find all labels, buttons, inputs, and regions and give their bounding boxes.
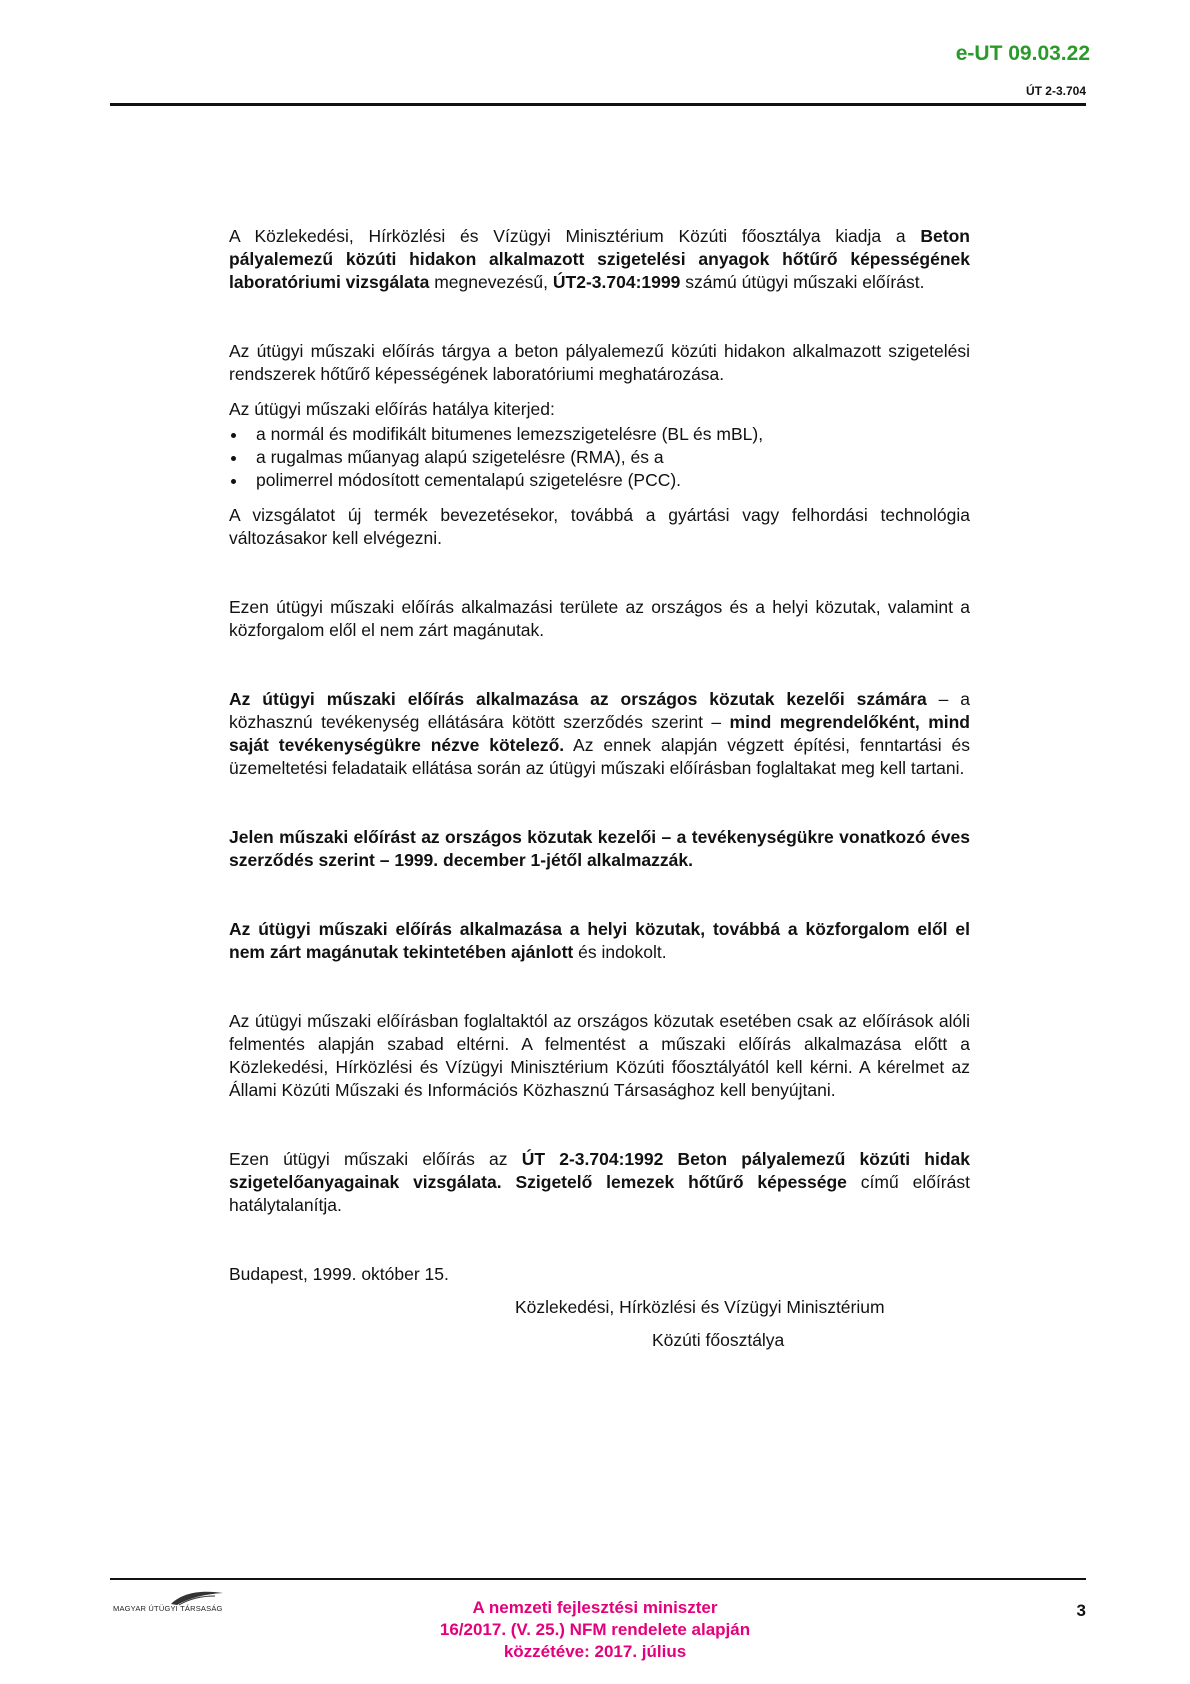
scope-list	[229, 423, 970, 492]
repeal-bold: ÚT 2-3.704:1992 Beton pályalemezű közúti hidak szigetelőanyagainak vizsgálata. Szigetelő lemezek hőtűrő képessége	[229, 1149, 970, 1192]
exemption-paragraph: Az útügyi műszaki előírásban foglaltaktól az országos közutak esetében csak az előírások alóli felmentés alapján szabad eltérni. A felmentést a műszaki előírás alkalmazása előtt a Közlekedési, Hírközlési és Vízügyi Minisztérium Közúti főosztályától kell kérni. A kérelmet az Állami Közúti Műszaki és Információs Közhasznú Társasághoz kell benyújtani.	[229, 1011, 970, 1100]
recommended-text: és indokolt.	[573, 942, 667, 962]
list-item: a rugalmas műanyag alapú szigetelésre (RMA), és a	[229, 446, 970, 469]
area-paragraph: Ezen útügyi műszaki előírás alkalmazási területe az országos és a helyi közutak, valamint a közforgalom elől el nem zárt magánutak.	[229, 597, 970, 640]
intro-paragraph	[229, 225, 970, 294]
footer-publication-note	[395, 1597, 795, 1663]
mandatory-bold-1: Az útügyi műszaki előírás alkalmazása az országos közutak kezelői számára	[229, 689, 927, 709]
intro-text-3: számú útügyi műszaki előírást.	[680, 272, 925, 292]
mandatory-bold-2: mind megrendelőként, mind saját tevékenységükre nézve kötelező.	[229, 712, 970, 755]
logo-text: MAGYAR ÚTÜGYI TÁRSASÁG	[113, 1604, 223, 1613]
recommended-bold: Az útügyi műszaki előírás alkalmazása a helyi közutak, továbbá a közforgalom elől el nem zárt magánutak tekintetében ajánlott	[229, 919, 970, 962]
document-code: e-UT 09.03.22	[955, 42, 1090, 65]
header-divider	[110, 103, 1086, 106]
test-when-paragraph: A vizsgálatot új termék bevezetésekor, továbbá a gyártási vagy felhordási technológia változásakor kell elvégezni.	[229, 505, 970, 548]
scope-intro: Az útügyi műszaki előírás hatálya kiterjed:	[229, 399, 555, 419]
recommended-paragraph	[229, 918, 970, 964]
intro-text-2: megnevezésű,	[429, 272, 553, 292]
intro-title: Beton pályalemezű közúti hidakon alkalmazott szigetelési anyagok hőtűrő képességének laboratóriumi vizsgálata	[229, 226, 970, 292]
document-subcode: ÚT 2-3.704	[1025, 84, 1086, 98]
repeal-paragraph	[229, 1148, 970, 1217]
footer-line-3: közzétéve: 2017. július	[503, 1642, 687, 1661]
place-date: Budapest, 1999. október 15.	[229, 1264, 449, 1284]
mandatory-text-1: – a közhasznú tevékenység ellátására kötött szerződés szerint –	[229, 689, 970, 732]
list-item: polimerrel módosított cementalapú szigetelésre (PCC).	[229, 469, 970, 492]
intro-standard-code: ÚT2-3.704:1999	[552, 272, 681, 292]
effective-paragraph: Jelen műszaki előírást az országos közutak kezelői – a tevékenységükre vonatkozó éves szerződés szerint – 1999. december 1-jétől alkalmazzák.	[229, 827, 970, 870]
mandatory-paragraph	[229, 688, 970, 780]
mandatory-text-2: Az ennek alapján végzett építési, fenntartási és üzemeltetési feladataik ellátása során az útügyi műszaki előírásban foglaltakat meg kell tartani.	[229, 735, 970, 778]
footer-line-1: A nemzeti fejlesztési miniszter	[472, 1598, 718, 1617]
document-body	[229, 225, 970, 1352]
repeal-text-2: című előírást hatálytalanítja.	[229, 1172, 970, 1215]
page-number: 3	[1076, 1601, 1086, 1620]
footer-line-2: 16/2017. (V. 25.) NFM rendelete alapján	[439, 1620, 751, 1639]
signature-line-1: Közlekedési, Hírközlési és Vízügyi Minisztérium	[515, 1297, 885, 1317]
footer-divider	[110, 1578, 1086, 1580]
intro-text-1: A Közlekedési, Hírközlési és Vízügyi Minisztérium Közúti főosztálya kiadja a	[229, 226, 921, 246]
subject-paragraph: Az útügyi műszaki előírás tárgya a beton pályalemezű közúti hidakon alkalmazott szigetelési rendszerek hőtűrő képességének laboratóriumi meghatározása.	[229, 341, 970, 384]
organization-logo	[113, 1590, 263, 1616]
signature-line-2: Közúti főosztálya	[652, 1330, 785, 1350]
list-item: a normál és modifikált bitumenes lemezszigetelésre (BL és mBL),	[229, 423, 970, 446]
repeal-text-1: Ezen útügyi műszaki előírás az	[229, 1149, 522, 1169]
